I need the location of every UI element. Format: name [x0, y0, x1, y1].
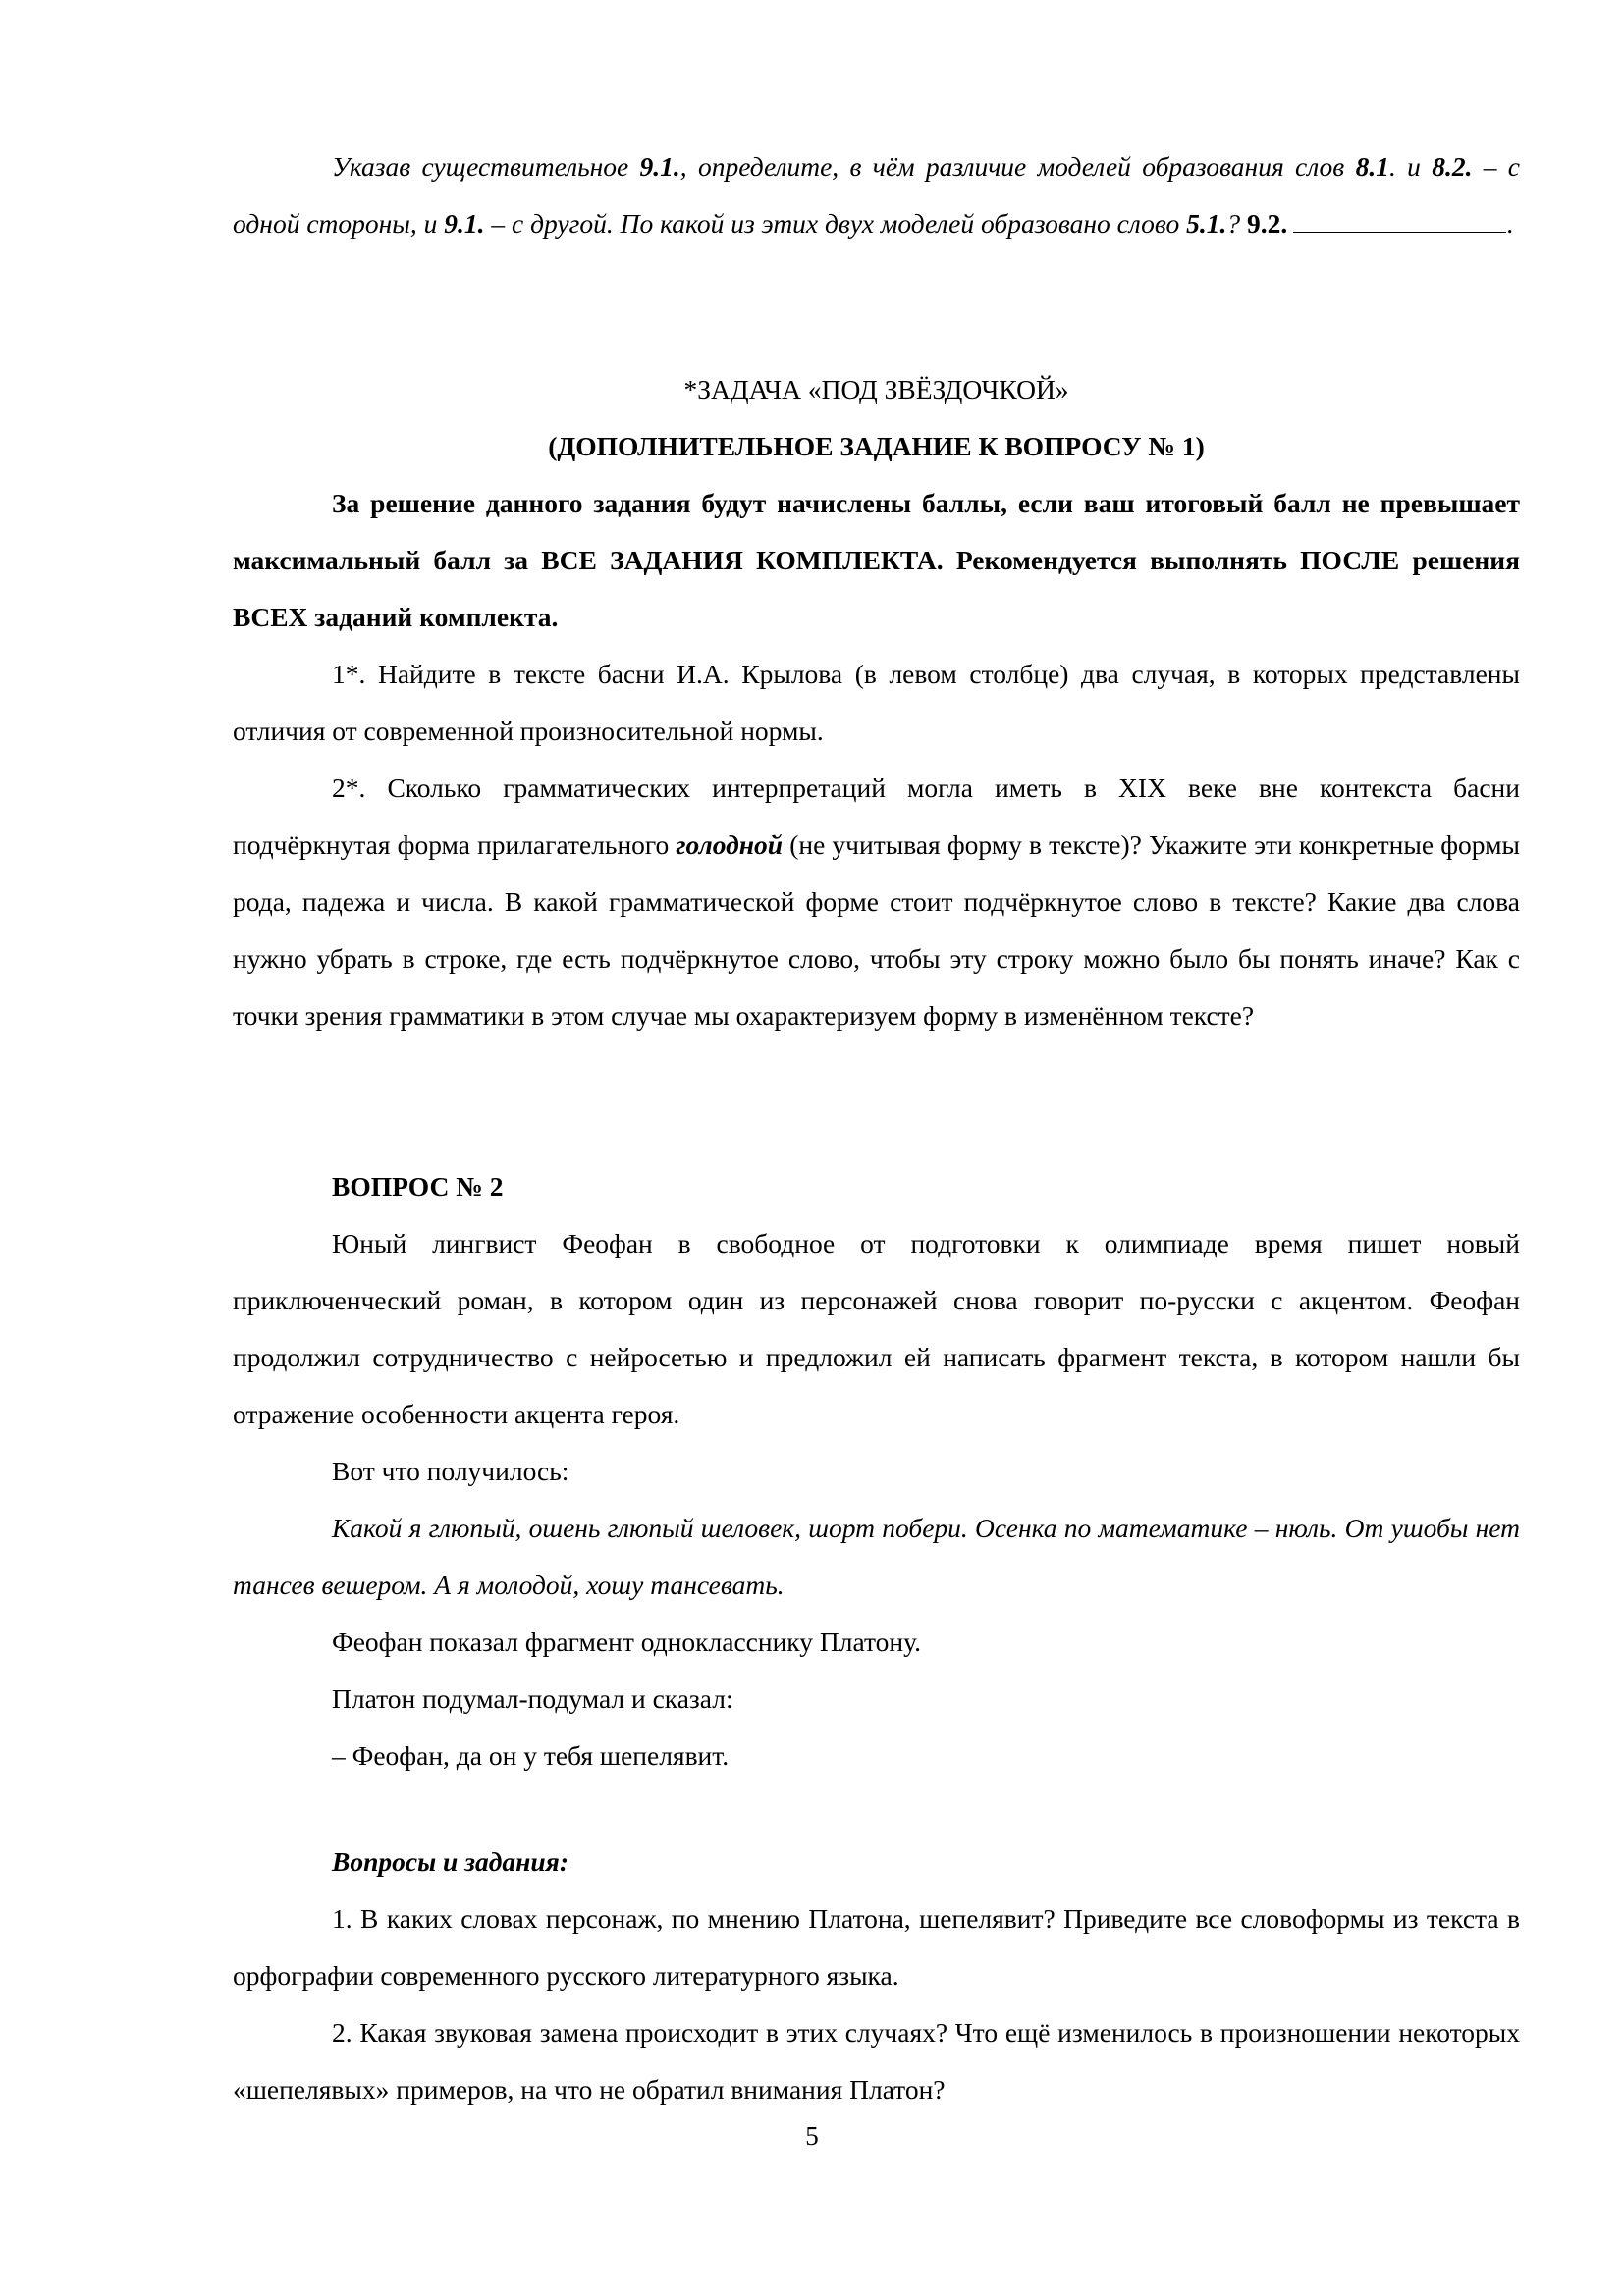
question-2-task-2: 2. Какая звуковая замена происходит в этих случаях? Что ещё изменилось в произношении некоторых «шепелявых» примеров, на что не обратил внимания Платон?	[233, 2017, 1520, 2105]
task-text: (не учитывая форму в тексте)? Укажите эти конкретные формы рода, падежа и числа. В какой грамматической форме стоит подчёркнутое слово в тексте? Какие два слова нужно убрать в строке, где есть подчёркнутое слово, чтобы эту строку можно было бы понять иначе? Как с точки зрения грамматики в этом случае мы охарактеризуем форму в изменённом тексте?	[233, 829, 1520, 1031]
question-2-text: Платон подумал-подумал и сказал:	[332, 1683, 733, 1714]
question-2-task-1: 1. В каких словах персонаж, по мнению Платона, шепелявит? Приведите все словоформы из текста в орфографии современного русского литературного языка.	[233, 1903, 1520, 1991]
intro-text: и	[1407, 151, 1433, 182]
star-task-notice: За решение данного задания будут начислены баллы, если ваш итоговый балл не превышает максимальный балл за ВСЕ ЗАДАНИЯ КОМПЛЕКТА. Рекомендуется выполнять ПОСЛЕ решения ВСЕХ заданий комплекта.	[233, 488, 1520, 632]
intro-text: – с другой. По какой из этих двух моделей образовано слово	[484, 208, 1187, 239]
platon-reply: – Феофан, да он у тебя шепелявит.	[332, 1740, 730, 1771]
accent-quote: Какой я глюпый, ошень глюпый шеловек, шорт побери. Осенка по математике – нюль. От ушобы нет тансев вешером. А я молодой, хошу тансевать.	[233, 1513, 1520, 1600]
ref-5-1: 5.1.	[1186, 208, 1227, 239]
intro-section	[233, 138, 1520, 252]
page-number: 5	[805, 2121, 819, 2151]
question-2-heading: ВОПРОС № 2	[332, 1171, 504, 1201]
intro-text: Указав существительное	[332, 151, 640, 182]
star-task-1: 1*. Найдите в тексте басни И.А. Крылова (в левом столбце) два случая, в которых представлены отличия от современной произносительной нормы.	[233, 659, 1520, 746]
ref-9-2: 9.2.	[1246, 208, 1288, 239]
highlighted-word: голодной	[676, 829, 784, 860]
question-2-text: Феофан показал фрагмент однокласснику Платону.	[332, 1627, 921, 1657]
intro-paragraph	[233, 138, 1520, 252]
intro-text: , определите, в чём различие моделей образования слов	[679, 151, 1356, 182]
star-task-heading: *ЗАДАЧА «ПОД ЗВЁЗДОЧКОЙ»	[683, 374, 1069, 404]
question-2-lead: Вот что получилось:	[332, 1456, 569, 1486]
intro-text: – с одной стороны, и	[233, 151, 1521, 239]
intro-text: .	[1388, 151, 1408, 182]
ref-9-1: 9.1.	[639, 151, 680, 182]
ref-9-1: 9.1.	[444, 208, 485, 239]
answer-blank-9-2[interactable]	[1293, 212, 1506, 233]
ref-8-2: 8.2.	[1432, 151, 1473, 182]
intro-text: .	[1506, 208, 1514, 239]
star-task-subheading: (ДОПОЛНИТЕЛЬНОЕ ЗАДАНИЕ К ВОПРОСУ № 1)	[548, 431, 1205, 461]
tasks-heading: Вопросы и задания:	[332, 1846, 568, 1877]
intro-text: ?	[1226, 208, 1247, 239]
star-task-2	[233, 760, 1520, 1044]
task-text: 2*. Сколько грамматических интерпретаций могла иметь в XIX веке вне контекста басни подчёркнутая форма прилагательного	[233, 773, 1520, 860]
question-2-intro: Юный лингвист Феофан в свободное от подготовки к олимпиаде время пишет новый приключенческий роман, в котором один из персонажей снова говорит по-русски с акцентом. Феофан продолжил сотрудничество с нейросетью и предложил ей написать фрагмент текста, в котором нашли бы отражение особенности акцента героя.	[233, 1228, 1520, 1429]
ref-8-1: 8.1	[1355, 151, 1389, 182]
question-2-section	[233, 1158, 1520, 2118]
star-task-section	[233, 361, 1520, 1044]
